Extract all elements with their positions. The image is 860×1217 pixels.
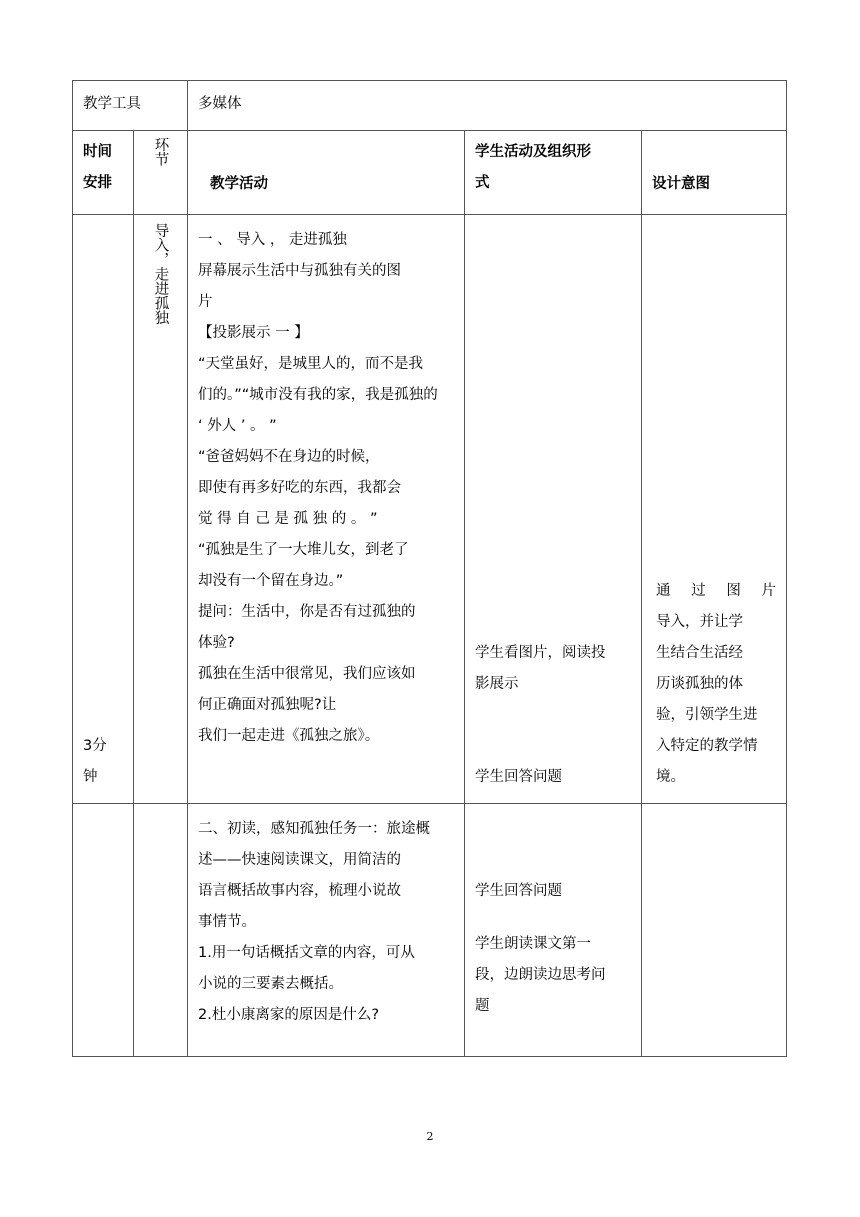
student-line-spacer [475, 907, 641, 929]
section1-student [465, 215, 642, 804]
tools-row [73, 81, 787, 131]
page-number: 2 [426, 1130, 434, 1143]
student-line: 学生回答问题 [475, 769, 562, 785]
section2-activity [188, 804, 465, 1057]
student-line: 学生回答问题 [475, 883, 562, 899]
tools-label: 教学工具 [73, 81, 188, 131]
activity-line: 却没有一个留在身边。” [198, 573, 344, 589]
activity-line: 孤独在生活中很常见，我们应该如 [198, 666, 416, 682]
activity-line: 2.杜小康离家的原因是什么? [198, 1007, 380, 1023]
intent-line: 导入，并让学 [656, 614, 743, 630]
header-time: 时间 安排 [73, 131, 134, 215]
student-line: 学生看图片，阅读投 [475, 645, 606, 661]
section1-time: 3分 钟 [73, 215, 134, 804]
section2-row [73, 804, 787, 1057]
header-student: 学生活动及组织形 式 [465, 131, 642, 215]
intent-line: 验，引领学生进 [656, 707, 758, 723]
activity-line: “天堂虽好，是城里人的，而不是我 [198, 356, 424, 372]
activity-line: “爸爸妈妈不在身边的时候， [198, 449, 380, 465]
header-intent: 设计意图 [642, 131, 787, 215]
student-line: 段，边朗读边思考问 [475, 967, 606, 983]
activity-line: 即使有再多好吃的东西，我都会 [198, 480, 401, 496]
student-line: 学生朗读课文第一 [475, 936, 591, 952]
activity-line: 片 [198, 294, 213, 310]
header-row [73, 131, 787, 215]
activity-line: 事情节。 [198, 914, 256, 930]
student-line-spacer [475, 731, 641, 762]
activity-line: 屏幕展示生活中与孤独有关的图 [198, 263, 401, 279]
section1-segment: 导入，走进孤独 [134, 215, 188, 804]
student-line: 题 [475, 998, 490, 1014]
section2-student [465, 804, 642, 1057]
activity-line: ‘ 外人 ’ 。 ” [198, 418, 277, 434]
activity-line: 【投影展示 一 】 [198, 325, 309, 341]
activity-line: 述——快速阅读课文，用简洁的 [198, 852, 401, 868]
header-activity: 教学活动 [188, 131, 465, 215]
activity-line: 提问：生活中，你是否有过孤独的 [198, 604, 416, 620]
activity-line: 二、初读，感知孤独任务一：旅途概 [198, 821, 430, 837]
activity-line: 1.用一句话概括文章的内容，可从 [198, 945, 415, 961]
activity-line: 觉 得 自 己 是 孤 独 的 。 ” [198, 511, 378, 527]
activity-line: 我们一起走进《孤独之旅》。 [198, 728, 380, 744]
section2-time [73, 804, 134, 1057]
section1-row [73, 215, 787, 804]
activity-line: 语言概括故事内容，梳理小说故 [198, 883, 401, 899]
activity-line: “孤独是生了一大堆儿女，到老了 [198, 542, 409, 558]
lesson-plan-table [72, 80, 787, 1057]
intent-line: 入特定的教学情 [656, 738, 758, 754]
intent-line: 历谈孤独的体 [656, 676, 743, 692]
intent-line: 生结合生活经 [656, 645, 743, 661]
student-line: 影展示 [475, 676, 519, 692]
intent-line: 境。 [656, 769, 685, 785]
activity-line: 体验? [198, 635, 235, 651]
tools-value: 多媒体 [188, 81, 787, 131]
section1-activity [188, 215, 465, 804]
activity-line: 一 、 导入 ， 走进孤独 [198, 232, 347, 248]
student-line-spacer [475, 700, 641, 731]
activity-line: 们的。”“城市没有我的家，我是孤独的 [198, 387, 438, 403]
activity-line: 小说的三要素去概括。 [198, 976, 343, 992]
section2-segment [134, 804, 188, 1057]
section2-intent [642, 804, 787, 1057]
activity-line: 何正确面对孤独呢?让 [198, 697, 337, 713]
section1-intent [642, 215, 787, 804]
header-segment: 环节 [134, 131, 188, 215]
intent-line: 通 过 图 片 [656, 583, 777, 599]
